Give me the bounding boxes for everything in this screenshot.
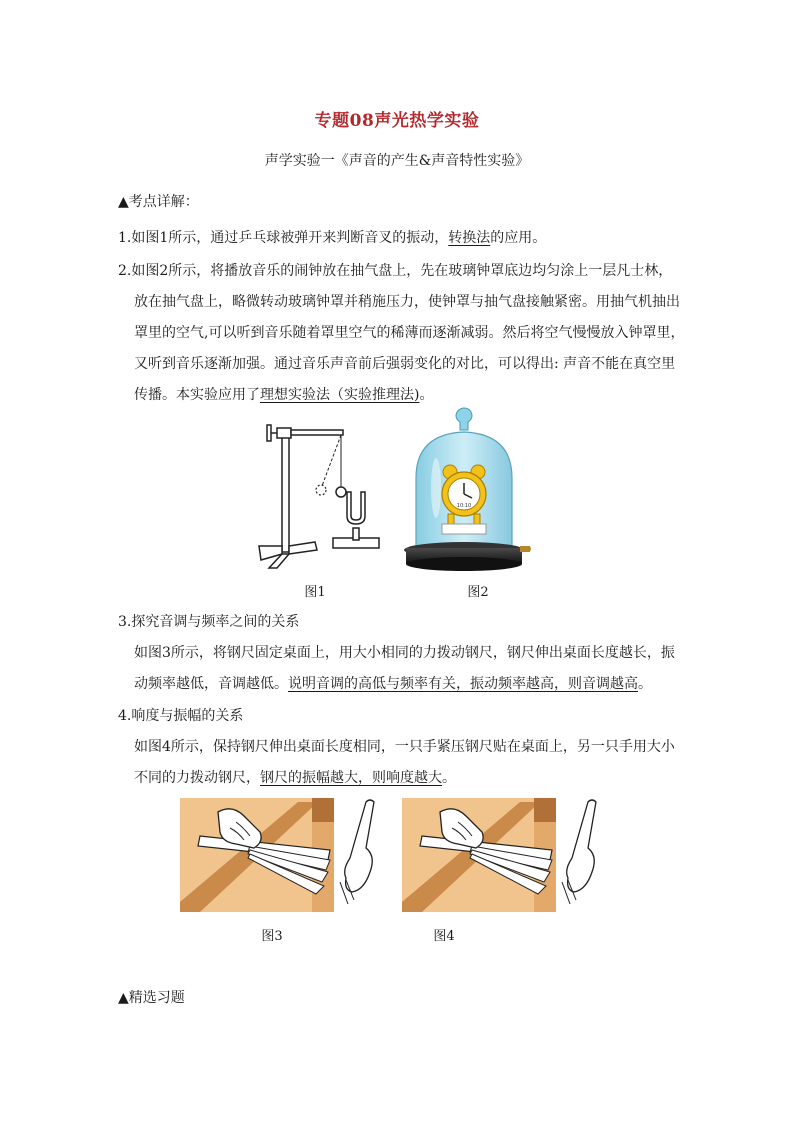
item-2-line-2: 放在抽气盘上，略微转动玻璃钟罩并稍施压力，使钟罩与抽气盘接触紧密。用抽气机抽出	[134, 294, 680, 310]
item-3-underlined: 说明音调的高低与频率有关，振动频率越高，则音调越高	[288, 676, 638, 692]
item-3-heading: 3.探究音调与频率之间的关系	[118, 614, 300, 630]
item-2-line-3: 罩里的空气,可以听到音乐随着罩里空气的稀薄而逐渐减弱。然后将空气慢慢放入钟罩里，	[134, 325, 685, 341]
item-2-line-1: 2.如图2所示，将播放音乐的闹钟放在抽气盘上，先在玻璃钟罩底边均匀涂上一层凡士林，	[118, 263, 673, 279]
figure-4-ruler-table	[402, 798, 602, 912]
item-2-end: 。	[419, 387, 434, 403]
item-1	[118, 228, 546, 248]
item-2-underlined: 理想实验法（实验推理法)	[260, 387, 420, 403]
section-heading-exercises: ▲精选习题	[118, 990, 185, 1006]
figure-2-caption: 图2	[467, 585, 489, 600]
page-subtitle: 声学实验一《声音的产生&声音特性实验》	[264, 153, 530, 169]
item-2-line-4: 又听到音乐逐渐加强。通过音乐声音前后强弱变化的对比，可以得出: 声音不能在真空里	[134, 356, 676, 372]
item-3-line-2-text: 动频率越低，音调越低。	[134, 676, 288, 692]
figure-4-caption: 图4	[433, 929, 455, 944]
page-title: 专题08声光热学实验	[314, 111, 480, 131]
item-3-end: 。	[638, 676, 652, 692]
item-4-underlined: 钢尺的振幅越大，则响度越大	[260, 770, 442, 786]
item-3-line-2	[134, 674, 652, 694]
clock-time: 10:10	[456, 503, 472, 509]
item-4-line-2-text: 不同的力拨动钢尺，	[134, 770, 260, 786]
item-3-line-1: 如图3所示，将钢尺固定桌面上，用大小相同的力拨动钢尺，钢尺伸出桌面长度越长，振	[134, 645, 675, 661]
item-4-line-2	[134, 768, 456, 788]
figure-1-tuning-fork-apparatus	[255, 420, 385, 570]
item-2-line-5-text: 传播。本实验应用了	[134, 387, 260, 403]
item-4-line-1: 如图4所示，保持钢尺伸出桌面长度相同，一只手紧压钢尺贴在桌面上，另一只手用大小	[134, 739, 675, 755]
item-1-end: 的应用。	[490, 230, 547, 246]
figure-3-ruler-table	[180, 798, 380, 912]
item-4-end: 。	[442, 770, 456, 786]
figure-2-bell-jar-clock	[402, 408, 532, 576]
figure-3-caption: 图3	[261, 929, 283, 944]
item-2-line-5	[134, 385, 433, 405]
item-1-underlined: 转换法	[448, 230, 491, 246]
section-heading-key-points: ▲考点详解：	[118, 194, 199, 210]
item-1-text: 1.如图1所示，通过乒乓球被弹开来判断音叉的振动，	[118, 230, 449, 246]
figure-1-caption: 图1	[304, 585, 326, 600]
item-4-heading: 4.响度与振幅的关系	[118, 708, 244, 724]
